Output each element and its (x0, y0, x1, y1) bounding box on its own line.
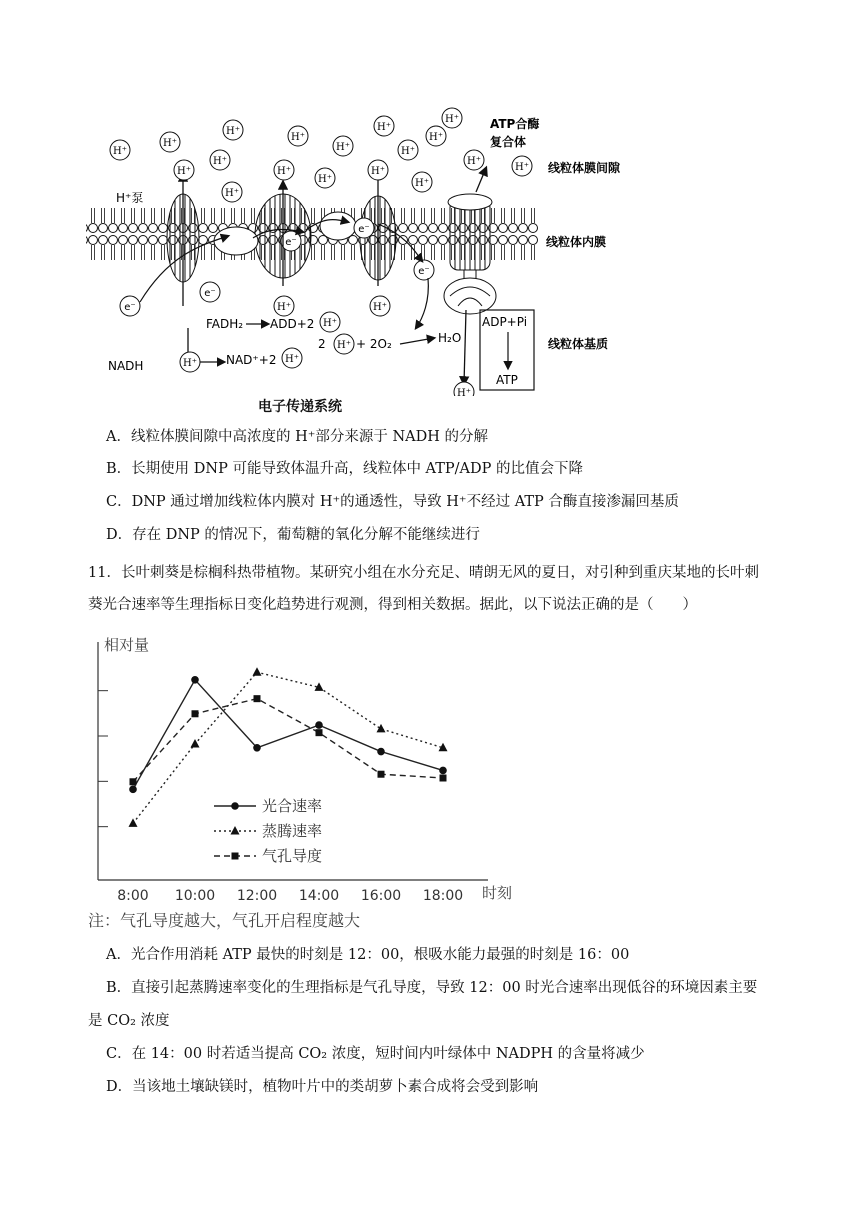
proton-icon (174, 160, 194, 180)
proton-icon (398, 140, 418, 160)
svg-text:H⁺: H⁺ (336, 142, 350, 153)
electron-label: e⁻ (204, 288, 216, 299)
data-point-square (192, 710, 199, 717)
q11-stem-line-1: 11．长叶刺葵是棕榈科热带植物。某研究小组在水分充足、晴朗无风的夏日，对引种到重庆某地的长叶刺 (88, 565, 759, 581)
q11-option-b-continued: 是 CO₂ 浓度 (88, 1013, 170, 1029)
carrier-oval-2 (320, 212, 356, 240)
data-point-square (130, 778, 137, 785)
proton-icon (223, 120, 243, 140)
intermembrane-label: 线粒体膜间隙 (548, 161, 621, 175)
fadh2-product-label: ADD+2 (270, 317, 315, 331)
legend-label: 光合速率 (262, 797, 323, 815)
data-point-square (440, 775, 447, 782)
proton-icon (180, 352, 200, 372)
svg-text:H⁺: H⁺ (457, 388, 471, 396)
matrix-label: 线粒体基质 (548, 337, 609, 351)
proton-icon (320, 312, 340, 332)
svg-text:H⁺: H⁺ (377, 122, 391, 133)
q11-option-d: D．当该地土壤缺镁时，植物叶片中的类胡萝卜素合成将会受到影响 (106, 1079, 539, 1095)
q10-option-c: C．DNP 通过增加线粒体内膜对 H⁺的通透性，导致 H⁺不经过 ATP 合酶直接渗漏回基质 (106, 494, 679, 510)
proton-icon (512, 156, 532, 176)
x-tick-label: 14:00 (298, 888, 340, 904)
proton-icon (288, 126, 308, 146)
x-tick-label: 8:00 (117, 888, 149, 904)
proton-icon (110, 140, 130, 160)
svg-text:H⁺: H⁺ (415, 178, 429, 189)
figure-caption: 电子传递系统 (258, 399, 342, 415)
fadh2-label: FADH₂ (206, 317, 244, 331)
data-point-triangle (129, 818, 138, 827)
data-point-circle (377, 748, 385, 756)
x-tick-label: 12:00 (236, 888, 278, 904)
q11-stem-line-2: 葵光合速率等生理指标日变化趋势进行观测，得到相关数据。据此，以下说法正确的是（ ） (88, 597, 697, 613)
electron-transport-diagram (78, 106, 638, 396)
electron-label: e⁻ (418, 266, 430, 277)
proton-icon (282, 348, 302, 368)
q11-option-c: C．在 14：00 时若适当提高 CO₂ 浓度，短时间内叶绿体中 NADPH 的含量将减少 (106, 1046, 645, 1062)
proton-icon (334, 334, 354, 354)
atp-synthase-label-1: ATP合酶 (490, 117, 540, 131)
series-line-3 (133, 699, 443, 782)
y-axis-label: 相对量 (104, 636, 150, 654)
data-point-triangle (377, 724, 386, 733)
water-label: H₂O (438, 331, 462, 345)
svg-text:H⁺: H⁺ (291, 132, 305, 143)
atp-synthase-label-2: 复合体 (490, 135, 527, 149)
svg-text:H⁺: H⁺ (445, 114, 459, 125)
svg-text:H⁺: H⁺ (163, 138, 177, 149)
nadh-label: NADH (108, 359, 144, 373)
legend-label: 气孔导度 (262, 847, 323, 865)
x-tick-label: 18:00 (422, 888, 464, 904)
data-point-square (254, 695, 261, 702)
proton-icon (210, 150, 230, 170)
proton-icon (274, 296, 294, 316)
oxygen-label: + 2O₂ (356, 337, 392, 351)
svg-text:H⁺: H⁺ (401, 146, 415, 157)
svg-text:H⁺: H⁺ (318, 174, 332, 185)
proton-icon (442, 108, 462, 128)
svg-text:H⁺: H⁺ (183, 358, 197, 369)
proton-icon (370, 296, 390, 316)
data-point-circle (129, 786, 137, 794)
svg-text:H⁺: H⁺ (371, 166, 385, 177)
svg-text:H⁺: H⁺ (373, 302, 387, 313)
proton-icon (426, 126, 446, 146)
electron-label: e⁻ (358, 224, 370, 235)
atp-synthase (444, 194, 496, 314)
proton-icon (333, 136, 353, 156)
proton-icon (454, 382, 474, 396)
series-line-1 (133, 680, 443, 790)
proton-icon (315, 168, 335, 188)
adp-label: ADP+Pi (482, 315, 528, 329)
svg-text:H⁺: H⁺ (277, 302, 291, 313)
data-point-triangle (253, 667, 262, 676)
legend-marker-triangle (231, 826, 240, 835)
proton-icon (274, 160, 294, 180)
legend-label: 蒸腾速率 (262, 822, 323, 840)
svg-text:H⁺: H⁺ (467, 156, 481, 167)
carrier-oval-1 (214, 227, 258, 255)
inner-membrane-label: 线粒体内膜 (546, 235, 607, 249)
q10-option-a: A．线粒体膜间隙中高浓度的 H⁺部分来源于 NADH 的分解 (106, 429, 489, 445)
svg-text:H⁺: H⁺ (337, 340, 351, 351)
x-tick-label: 10:00 (174, 888, 216, 904)
proton-icon (412, 172, 432, 192)
svg-text:H⁺: H⁺ (177, 166, 191, 177)
proton-icon (222, 182, 242, 202)
svg-text:H⁺: H⁺ (226, 126, 240, 137)
q11-option-b: B．直接引起蒸腾速率变化的生理指标是气孔导度，导致 12：00 时光合速率出现低谷的环境因素主要 (106, 980, 758, 996)
legend-marker-square (232, 853, 239, 860)
data-point-circle (439, 767, 447, 775)
x-axis-label: 时刻 (482, 884, 513, 902)
q11-option-a: A．光合作用消耗 ATP 最快的时刻是 12：00，根吸水能力最强的时刻是 16：00 (106, 947, 630, 963)
h-pump-label: H⁺泵 (116, 191, 144, 205)
chart-note: 注：气孔导度越大，气孔开启程度越大 (88, 911, 361, 930)
legend-marker-circle (231, 802, 239, 810)
svg-text:H⁺: H⁺ (515, 162, 529, 173)
proton-icon (464, 150, 484, 170)
data-point-circle (253, 744, 261, 752)
svg-text:H⁺: H⁺ (285, 354, 299, 365)
proton-icon (160, 132, 180, 152)
q10-option-b: B．长期使用 DNP 可能导致体温升高，线粒体中 ATP/ADP 的比值会下降 (106, 461, 584, 477)
data-point-circle (191, 676, 199, 684)
data-point-square (316, 729, 323, 736)
proton-icon (368, 160, 388, 180)
x-tick-label: 16:00 (360, 888, 402, 904)
q10-option-d: D．存在 DNP 的情况下，葡萄糖的氧化分解不能继续进行 (106, 527, 480, 543)
svg-text:H⁺: H⁺ (323, 318, 337, 329)
electron-label: e⁻ (124, 302, 136, 313)
nad-product-label: NAD⁺+2 (226, 353, 277, 367)
data-point-square (378, 771, 385, 778)
oxygen-coefficient: 2 (318, 337, 326, 351)
svg-text:H⁺: H⁺ (225, 188, 239, 199)
svg-text:H⁺: H⁺ (213, 156, 227, 167)
svg-text:H⁺: H⁺ (277, 166, 291, 177)
data-point-circle (315, 721, 323, 729)
proton-icon (374, 116, 394, 136)
svg-text:H⁺: H⁺ (113, 146, 127, 157)
atp-label: ATP (496, 373, 518, 387)
svg-text:H⁺: H⁺ (429, 132, 443, 143)
electron-label: e⁻ (285, 237, 297, 248)
daily-variation-line-chart (78, 630, 538, 910)
